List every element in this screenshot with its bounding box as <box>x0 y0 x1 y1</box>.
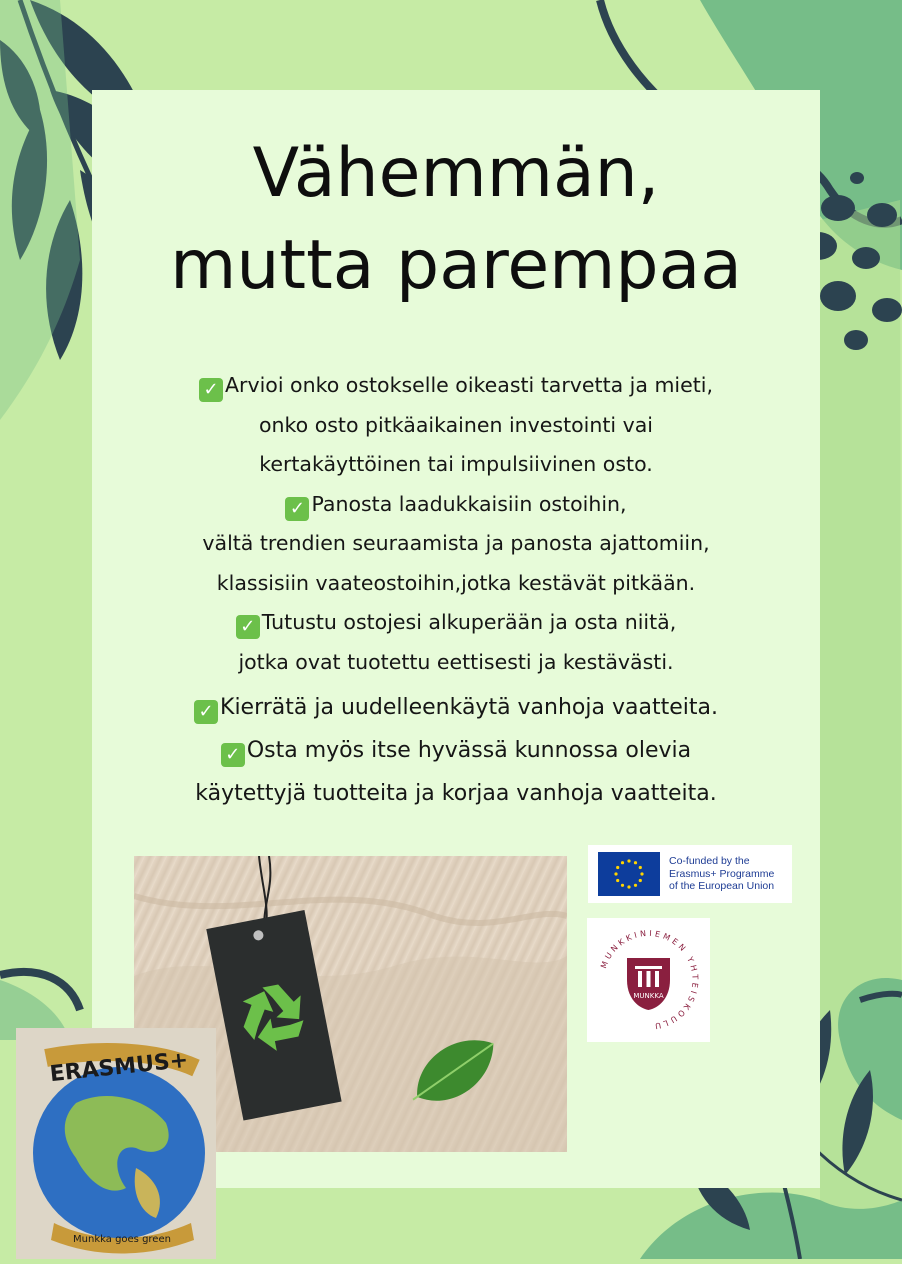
tips-text <box>92 366 820 815</box>
tip-line <box>92 603 820 643</box>
erasmus-artwork <box>16 1028 216 1259</box>
tip-text: Arvioi onko ostokselle oikeasti tarvetta ja mieti, <box>225 373 713 397</box>
svg-text:ERASMUS+: ERASMUS+ <box>48 1047 190 1088</box>
dot <box>821 195 855 221</box>
eu-flag-icon <box>598 852 660 896</box>
dot <box>850 172 864 184</box>
eu-cofunded-logo <box>588 845 792 903</box>
tip-line <box>92 729 820 772</box>
tip-line <box>92 366 820 406</box>
eu-text <box>669 855 774 893</box>
tip-text: Panosta laadukkaisiin ostoihin, <box>311 491 627 516</box>
dot <box>852 247 880 269</box>
tip-line: klassisiin vaateostoihin,jotka kestävät pitkään. <box>216 570 696 595</box>
tips-group <box>92 366 820 682</box>
title-line: Vähemmän, <box>252 134 660 213</box>
dot <box>867 203 897 227</box>
svg-text:MUNKKINIEMEN YHTEISKOULU: MUNKKINIEMEN YHTEISKOULU <box>599 928 700 1031</box>
dot <box>844 330 868 350</box>
check-icon: ✓ <box>236 615 260 639</box>
tip-text: Kierrätä ja uudelleenkäytä vanhoja vaatteita. <box>220 695 718 720</box>
tip-line: käytettyjä tuotteita ja korjaa vanhoja vaatteita. <box>195 781 717 806</box>
tips-group <box>92 686 820 815</box>
tip-text: Tutustu ostojesi alkuperään ja osta niitä, <box>261 610 677 634</box>
tip-line: onko osto pitkäaikainen investointi vai <box>258 412 654 437</box>
title-line: mutta parempaa <box>170 226 742 305</box>
eu-text-line: Co-funded by the <box>669 855 750 868</box>
svg-text:MUNKKA: MUNKKA <box>633 992 664 1000</box>
check-icon: ✓ <box>221 743 245 767</box>
check-icon: ✓ <box>194 700 218 724</box>
tip-line: kertakäyttöinen tai impulsiivinen osto. <box>259 452 653 476</box>
check-icon: ✓ <box>285 497 309 521</box>
school-logo <box>587 918 710 1042</box>
svg-text:Munkka goes green: Munkka goes green <box>73 1234 171 1245</box>
tip-line <box>92 485 820 525</box>
poster-title <box>92 128 820 312</box>
check-icon: ✓ <box>199 378 223 402</box>
tip-line <box>92 686 820 729</box>
tip-line: jotka ovat tuotettu eettisesti ja kestävästi. <box>238 649 674 674</box>
eu-text-line: of the European Union <box>669 880 775 893</box>
tip-line: vältä trendien seuraamista ja panosta ajattomiin, <box>202 531 710 555</box>
dot <box>820 281 856 311</box>
dot <box>872 298 902 322</box>
tip-text: Osta myös itse hyvässä kunnossa olevia <box>246 738 692 763</box>
eu-text-line: Erasmus+ Programme <box>669 867 775 880</box>
